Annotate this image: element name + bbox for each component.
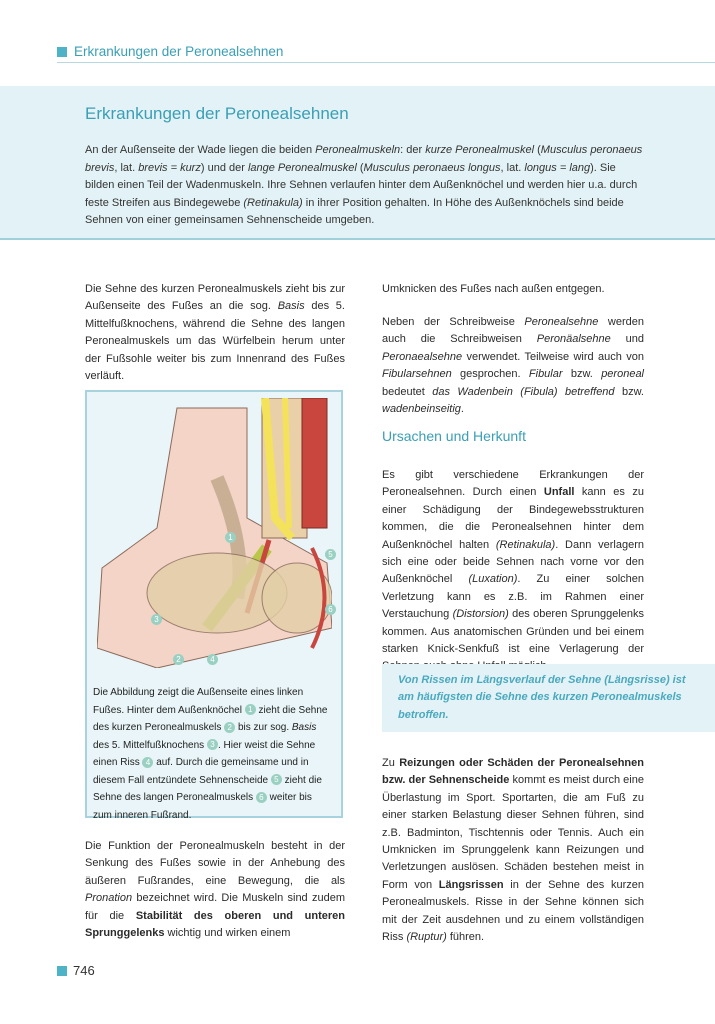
page-title: Erkrankungen der Peronealsehnen xyxy=(85,104,349,123)
page-number: 746 xyxy=(73,963,95,978)
col2-paragraph-0: Umknicken des Fußes nach außen entgegen. xyxy=(382,283,605,295)
figure-label-2: 2 xyxy=(173,654,184,665)
square-marker-icon xyxy=(57,47,67,57)
page-footer xyxy=(57,963,95,978)
intro-box xyxy=(0,86,715,240)
header-rule xyxy=(57,62,715,63)
intro-paragraph: An der Außenseite der Wade liegen die beiden Peronealmuskeln: der kurze Peronealmuskel (Musculus peronaeus brevis, lat. brevis = kurz) und der lange Peronealmuskel (Musculus peronaeus longus, lat. longus = lang). Sie bilden einen Teil der Wadenmuskeln. Ihre Sehnen verlaufen hinter dem Außenknöchel und werden hier u.a. durch feste Streifen aus Bindegewebe (Retinakula) in ihrer Position gehalten. In Höhe des Außenknöchels sind beide Sehnen von einer gemeinsamen Sehnenscheide umgeben. xyxy=(85,144,643,227)
col1-paragraph-2: Die Funktion der Peronealmuskeln besteht in der Senkung des Fußes sowie in der Anhebung des äußeren Fußrandes, eine Bewegung, die als Pronation bezeichnet wird. Die Muskeln sind zudem für die Stabilität des oberen und unteren Sprunggelenks wichtig und wirken einem xyxy=(85,840,345,940)
anatomy-figure xyxy=(85,390,343,821)
foot-illustration xyxy=(97,398,332,668)
col2-paragraph-3: Zu Reizungen oder Schäden der Peronealsehnen bzw. der Sehnenscheide kommt es meist durch eine Überlastung im Sport. Sportarten, die am Fuß zu einer starken Belastung dieser Sehnen führen, sind z.B. Badminton, Tischtennis oder Tennis. Auch ein Umknicken im Sprunggelenk kann Reizungen und Verletzungen auslösen. Schäden bestehen meist in Form von Längsrissen in der Sehne des kurzen Peronealmuskels. Risse in der Sehne können sich mit der Zeit ausdehnen und zu einem vollständigen Riss (Ruptur) führen. xyxy=(382,757,644,944)
running-header xyxy=(57,44,283,59)
callout-text: Von Rissen im Längsverlauf der Sehne (Längsrisse) ist am häufigsten die Sehne des kurzen Peronealmuskels betroffen. xyxy=(398,674,686,721)
col1-paragraph-1: Die Sehne des kurzen Peronealmuskels zieht bis zur Außenseite des Fußes an die sog. Basis des 5. Mittelfußknochens, während die Sehne des langen Peronealmuskels um das Würfelbein herum unter der Fußsohle weiter bis zum Innenrand des Fußes verläuft. xyxy=(85,283,345,383)
section-subheading: Ursachen und Herkunft xyxy=(382,428,526,444)
col2-paragraph-2: Es gibt verschiedene Erkrankungen der Peronealsehnen. Durch einen Unfall kann es zu einer Schädigung der Bindegewebsstrukturen kommen, die die Peronealsehnen hinter dem Außenknöchel halten (Retinakula). Dann verlagern sich eine oder beide Sehnen nach vorne vor den Außenknöchel (Luxation). Zu einer solchen Verletzung kann es z.B. im Rahmen einer Verstauchung (Distorsion) des oberen Sprunggelenks kommen. Aus anatomischen Gründen und bei einem starken Knick-Senkfuß ist eine Verlagerung der xyxy=(382,469,644,656)
running-title: Erkrankungen der Peronealsehnen xyxy=(74,44,284,59)
col2-paragraph-1: Neben der Schreibweise Peronealsehne werden auch die Schreibweisen Peronäalsehne und Peronaealsehne verwendet. Teilweise wird auch von Fibularsehnen gesprochen. Fibular bzw. peroneal bedeutet das Wadenbein (Fibula) betreffend bzw. wadenbeinseitig. xyxy=(382,316,645,416)
figure-label-4: 4 xyxy=(207,654,218,665)
figure-label-1: 1 xyxy=(225,532,236,543)
figure-label-5: 5 xyxy=(325,549,336,560)
callout-box xyxy=(382,664,715,732)
square-marker-icon xyxy=(57,966,67,976)
figure-label-6: 6 xyxy=(325,604,336,615)
figure-label-3: 3 xyxy=(151,614,162,625)
figure-caption: Die Abbildung zeigt die Außenseite eines linken Fußes. Hinter dem Außenknöchel 1 zieht die Sehne des kurzen Peronealmuskels 2 bis zur sog. Basis des 5. Mittelfußknochens 3 . Hier weist die Sehne einen Riss 4 auf. Durch die gemeinsame und in diesem Fall entzündete Sehnenscheide 5 zieht die Sehne des langen Peronealmuskels 6 weiter bis zum inneren Fußrand. xyxy=(93,687,328,821)
